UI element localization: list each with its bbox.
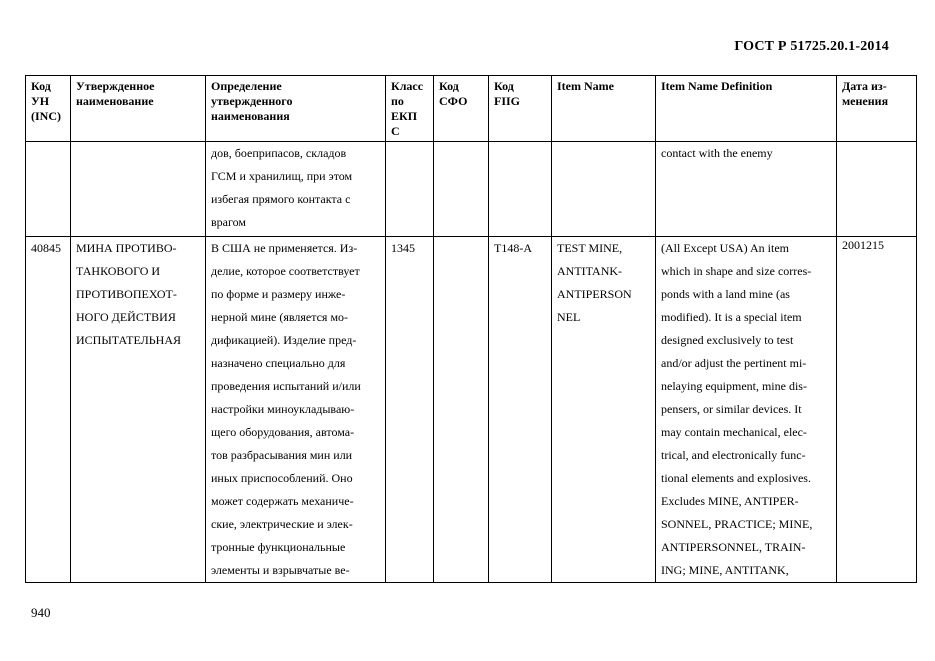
cell-code: 40845 (26, 237, 71, 583)
header-label-line: УН (31, 94, 50, 108)
header-label-line: наименование (76, 94, 154, 108)
cell-text-line: ANTIPERSONNEL, TRAIN- (661, 540, 806, 554)
cell-text-line: ские, электрические и элек- (211, 517, 353, 531)
cell-text-line: modified). It is a special item (661, 310, 802, 324)
cell-text-line: SONNEL, PRACTICE; MINE, (661, 517, 813, 531)
cell-fiig: T148-A (489, 237, 552, 583)
cell-sfo (434, 237, 489, 583)
cell-item-name (552, 237, 656, 583)
cell-name (71, 237, 206, 583)
header-label-line: Item Name Definition (661, 79, 773, 93)
cell-name (71, 142, 206, 237)
cell-text-line: trical, and electronically func- (661, 448, 806, 462)
catalog-table (25, 75, 917, 583)
table-row-40845 (26, 237, 917, 583)
cell-text-line: ИСПЫТАТЕЛЬНАЯ (76, 333, 182, 347)
cell-text-line: contact with the enemy (661, 146, 773, 160)
cell-text-line: ГСМ и хранилищ, при этом (211, 169, 353, 183)
cell-text-line: tional elements and explosives. (661, 471, 811, 485)
cell-code (26, 142, 71, 237)
cell-text-line: ANTITANK- (557, 264, 623, 278)
cell-text-line: ТАНКОВОГО И (76, 264, 161, 278)
page-number: 940 (31, 605, 51, 620)
cell-definition (206, 237, 386, 583)
cell-item-definition (656, 142, 837, 237)
table-header-row (26, 76, 917, 142)
cell-text-line: назначено специально для (211, 356, 346, 370)
header-label-line: ЕКП (391, 109, 418, 123)
cell-text-line: NEL (557, 310, 581, 324)
cell-text-line: МИНА ПРОТИВО- (76, 241, 177, 255)
header-label-line: менения (842, 94, 889, 108)
header-label-line: (INC) (31, 109, 61, 123)
header-label-line: наименования (211, 109, 290, 123)
header-label-line: Определение (211, 79, 282, 93)
header-label-line: Дата из- (842, 79, 887, 93)
header-label-line: С (391, 124, 400, 138)
cell-text-line: designed exclusively to test (661, 333, 794, 347)
cell-text-line: nelaying equipment, mine dis- (661, 379, 807, 393)
cell-text-line: and/or adjust the pertinent mi- (661, 356, 807, 370)
cell-text-line: может содержать механиче- (211, 494, 354, 508)
cell-change-date (837, 237, 917, 583)
header-cell-approved-name (71, 76, 206, 142)
header-cell-item-name-definition (656, 76, 837, 142)
cell-change-date (837, 142, 917, 237)
header-label-line: Item Name (557, 79, 614, 93)
cell-text-line: ANTIPERSON (557, 287, 632, 301)
cell-class: 1345 (386, 237, 434, 583)
cell-text-line: делие, которое соответствует (211, 264, 360, 278)
header-cell-code-inc (26, 76, 71, 142)
cell-text-line: ПРОТИВОПЕХОТ- (76, 287, 177, 301)
cell-text-line: избегая прямого контакта с (211, 192, 351, 206)
header-cell-definition (206, 76, 386, 142)
cell-text-line: настройки миноукладываю- (211, 402, 355, 416)
header-label-line: Код (494, 79, 514, 93)
cell-fiig (489, 142, 552, 237)
table-row-continuation (26, 142, 917, 237)
header-cell-fiig-code (489, 76, 552, 142)
cell-text-line: дов, боеприпасов, складов (211, 146, 347, 160)
cell-definition (206, 142, 386, 237)
cell-text-line: элементы и взрывчатые ве- (211, 563, 350, 577)
cell-text-line: нерной мине (является мо- (211, 310, 349, 324)
cell-text-line: which in shape and size corres- (661, 264, 812, 278)
document-standard-header: ГОСТ Р 51725.20.1-2014 (734, 39, 889, 54)
header-label-line: Код (439, 79, 459, 93)
cell-text-line: щего оборудования, автома- (211, 425, 355, 439)
header-cell-sfo-code (434, 76, 489, 142)
cell-text-line: TEST MINE, (557, 241, 623, 255)
cell-text-line: В США не применяется. Из- (211, 241, 358, 255)
cell-sfo (434, 142, 489, 237)
cell-text-line: pensers, or similar devices. It (661, 402, 802, 416)
header-label-line: утвержденного (211, 94, 293, 108)
header-cell-change-date (837, 76, 917, 142)
cell-item-name (552, 142, 656, 237)
cell-item-definition (656, 237, 837, 583)
header-cell-class (386, 76, 434, 142)
cell-text-line: НОГО ДЕЙСТВИЯ (76, 310, 176, 324)
cell-text-line: ING; MINE, ANTITANK, (661, 563, 789, 577)
cell-text-line: врагом (211, 215, 246, 229)
cell-text-line: дификацией). Изделие пред- (211, 333, 357, 347)
cell-text-line: тронные функциональные (211, 540, 346, 554)
header-label-line: по (391, 94, 404, 108)
header-label-line: СФО (439, 94, 468, 108)
cell-text-line: иных приспособлений. Оно (211, 471, 353, 485)
cell-text-line: проведения испытаний и/или (211, 379, 361, 393)
cell-text-line: по форме и размеру инже- (211, 287, 346, 301)
cell-text-line: (All Except USA) An item (661, 241, 789, 255)
cell-text-line: may contain mechanical, elec- (661, 425, 807, 439)
header-label-line: Утвержденное (76, 79, 155, 93)
header-cell-item-name (552, 76, 656, 142)
header-label-line: Код (31, 79, 51, 93)
cell-class (386, 142, 434, 237)
cell-text-line: тов разбрасывания мин или (211, 448, 353, 462)
header-label-line: Класс (391, 79, 424, 93)
change-date-value: 2001215 (842, 238, 884, 252)
cell-text-line: Excludes MINE, ANTIPER- (661, 494, 799, 508)
cell-text-line: ponds with a land mine (as (661, 287, 790, 301)
header-label-line: FIIG (494, 94, 521, 108)
